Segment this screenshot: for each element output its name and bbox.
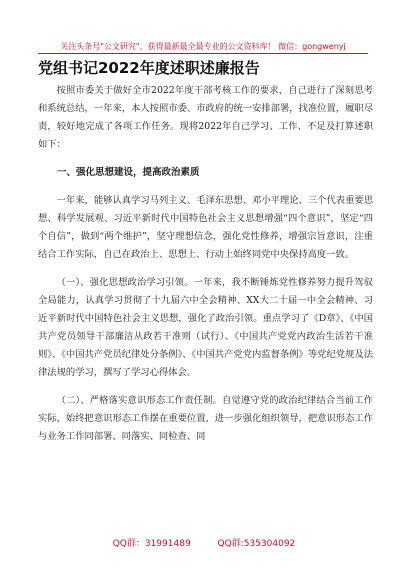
document-body [38, 82, 373, 456]
document-title: 党组书记2022年度述职述廉报告 [38, 59, 260, 77]
body-paragraph: （一）、强化思想政治学习引领。一年来，我不断锤炼党性修养努力提升驾驭全局能力，认真学习贯彻了十九届六中全会精神、XX大二十届一中全会精神、习近平新时代中国特色社会主义思想，强化了政治引领。重点学习了《D章》、《中国共产党员领导干部廉洁从政若干准则（试行）、《中国共产党党内政治生活若干准则》、《中国共产党员纪律处分条例》、《中国共产党党内监督条例》等党纪党规及法律法规的学习，撰写了学习心得体会。 [38, 277, 373, 378]
body-paragraph: （二）、严格落实意识形态工作责任制。自觉遵守党的政治纪律结合当前工作实际，始终把意识形态工作摆在重要位置，进一步强化组织领导，把意识形态工作与业务工作同部署、同落实、同检查、同 [38, 395, 373, 442]
intro-paragraph: 按照市委关于做好全市2022年度干部考核工作的要求，自己进行了深刻思考和系统总结，一年来，本人按照市委、市政府的统一安排部署，找准位置，履职尽责，较好地完成了各项工作任务。现将2022年自己学习、工作、不足及打算述职如下： [38, 85, 373, 150]
qq-group-footer [0, 537, 408, 551]
section-heading: 一、强化思想建设，提高政治素质 [57, 167, 200, 178]
body-paragraph: 一年来，能够认真学习马列主义、毛泽东思想、邓小平理论、三个代表重要思想、科学发展观、习近平新时代中国特色社会主义思想增强“四个意识”，坚定“四个自信”，做到“两个维护”，坚守理想信念，强化党性修养，增强宗旨意识，注重结合工作实际，自己在政治上、思想上、行动上始终同党中央保持高度一致。 [38, 195, 373, 260]
qq-group-2: QQ群:535304092 [217, 539, 296, 549]
qq-group-1: QQ群：31991489 [112, 539, 191, 549]
promo-banner: 关注头条号"公文研究"，获得最新最全最专业的公文资料库！ 微信：gongwenyj [38, 40, 368, 54]
